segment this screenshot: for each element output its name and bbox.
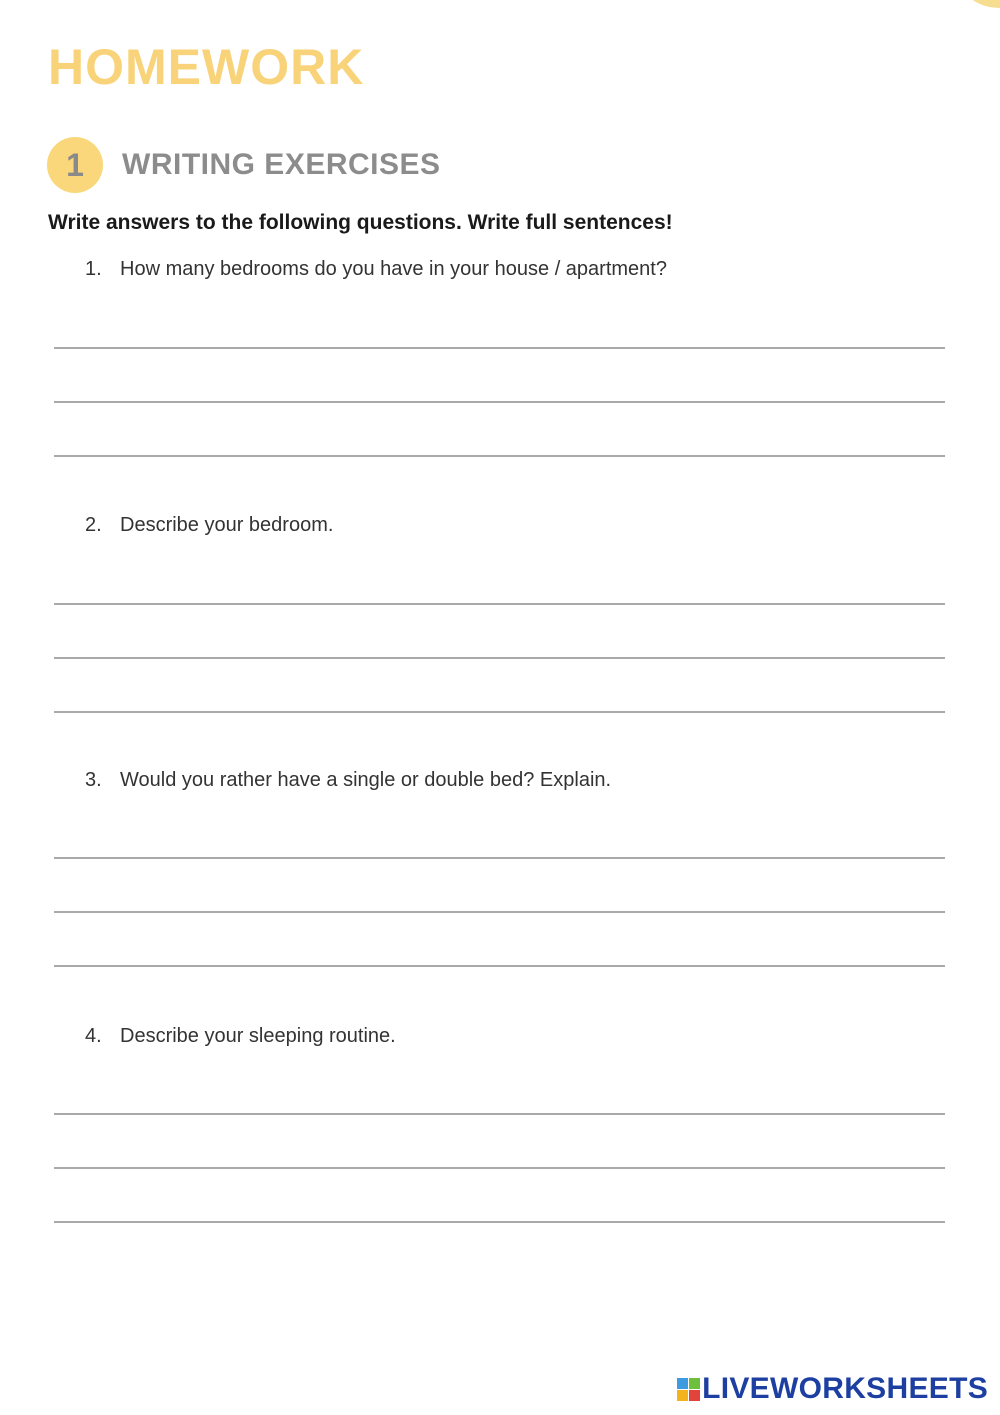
answer-line[interactable] bbox=[54, 657, 945, 659]
question-4 bbox=[85, 1025, 396, 1048]
question-3 bbox=[85, 769, 611, 792]
answer-line[interactable] bbox=[54, 347, 945, 349]
answer-line[interactable] bbox=[54, 965, 945, 967]
corner-decoration bbox=[960, 0, 1000, 8]
question-number: 1. bbox=[85, 258, 102, 280]
question-1 bbox=[85, 258, 667, 281]
question-text: How many bedrooms do you have in your house / apartment? bbox=[120, 258, 667, 280]
answer-line[interactable] bbox=[54, 711, 945, 713]
page-title: HOMEWORK bbox=[48, 39, 365, 95]
logo-square-icon bbox=[689, 1378, 700, 1389]
section-title: WRITING EXERCISES bbox=[122, 148, 441, 181]
instructions: Write answers to the following questions. Write full sentences! bbox=[48, 211, 673, 234]
question-text: Describe your sleeping routine. bbox=[120, 1025, 396, 1047]
answer-line[interactable] bbox=[54, 911, 945, 913]
logo-square-icon bbox=[677, 1390, 688, 1401]
question-text: Would you rather have a single or double bed? Explain. bbox=[120, 769, 612, 791]
section-number-badge: 1 bbox=[47, 137, 103, 193]
logo-square-icon bbox=[677, 1378, 688, 1389]
liveworksheets-logo-icon bbox=[677, 1378, 700, 1401]
question-number: 4. bbox=[85, 1025, 102, 1047]
answer-line[interactable] bbox=[54, 1113, 945, 1115]
answer-line[interactable] bbox=[54, 401, 945, 403]
question-text: Describe your bedroom. bbox=[120, 514, 334, 536]
answer-line[interactable] bbox=[54, 1221, 945, 1223]
answer-line[interactable] bbox=[54, 1167, 945, 1169]
answer-line[interactable] bbox=[54, 455, 945, 457]
footer-brand[interactable] bbox=[677, 1374, 988, 1404]
question-number: 3. bbox=[85, 769, 102, 791]
brand-name: LIVEWORKSHEETS bbox=[702, 1372, 988, 1405]
question-2 bbox=[85, 514, 333, 537]
answer-line[interactable] bbox=[54, 857, 945, 859]
answer-line[interactable] bbox=[54, 603, 945, 605]
section-header bbox=[47, 137, 441, 193]
question-number: 2. bbox=[85, 514, 102, 536]
logo-square-icon bbox=[689, 1390, 700, 1401]
